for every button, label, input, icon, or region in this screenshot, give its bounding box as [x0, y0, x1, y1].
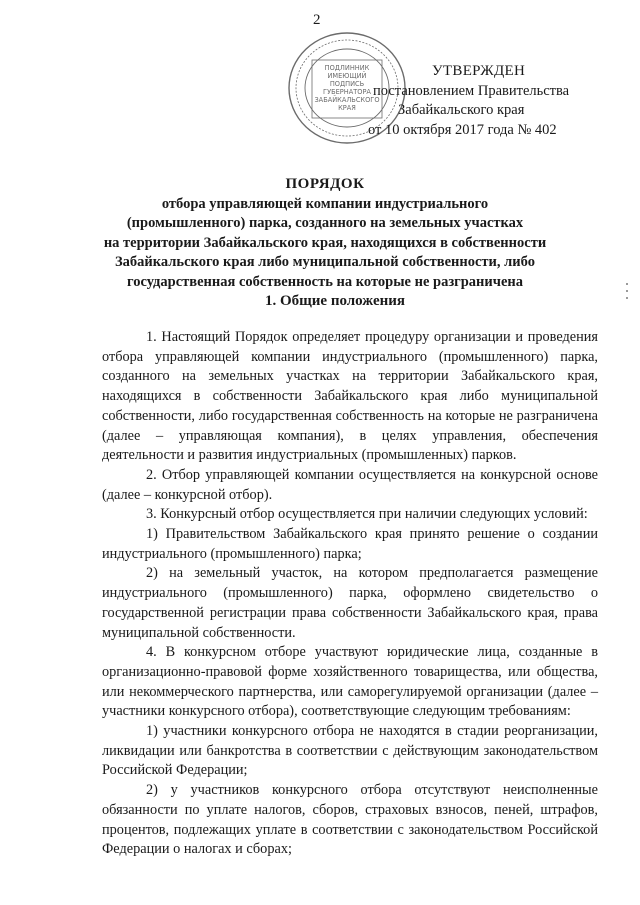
- paragraph-3: 3. Конкурсный отбор осуществляется при наличии следующих условий:: [146, 506, 588, 523]
- section-title: 1. Общие положения: [264, 293, 406, 309]
- scan-mark: [626, 297, 628, 299]
- approval-title: УТВЕРЖДЕН: [432, 63, 526, 79]
- stamp-line-4: ГУБЕРНАТОРА: [323, 88, 371, 96]
- heading-line-4: Забайкальского края либо муниципальной собственности, либо: [115, 254, 535, 270]
- heading-line-3: на территории Забайкальского края, находящихся в собственности: [103, 234, 547, 251]
- document-heading: [80, 175, 570, 292]
- paragraph-1: 1. Настоящий Порядок определяет процедуру организации и проведения отбора управляющей компании индустриального (промышленного) парка, созданного на земельных участках на территории Забайкальского края, находящихся в собственности Забайкальского края либо муниципальной собственности, либо государственная собственность на которые не разграничена (далее – управляющая компания), в целях управления, обеспечения деятельности и развития индустриальных (промышленных) парков.: [102, 329, 598, 464]
- heading-line-2: (промышленного) парка, созданного на земельных участках: [126, 215, 524, 231]
- stamp-line-1: ПОДЛИННИК: [324, 64, 370, 72]
- stamp-line-6: КРАЯ: [338, 104, 356, 112]
- paragraph-4-item-1: 1) участники конкурсного отбора не находятся в стадии реорганизации, ликвидации или банкротства в соответствии с действующим законодательством Российской Федерации;: [102, 723, 598, 779]
- document-title: ПОРЯДОК: [285, 176, 365, 192]
- stamp-line-3: ПОДПИСЬ: [329, 80, 365, 88]
- approval-block: [360, 62, 590, 140]
- heading-line-5: государственная собственность на которые не разграничена: [127, 273, 523, 290]
- approval-line-date: от 10 октября 2017 года № 402: [368, 121, 557, 138]
- paragraph-4: 4. В конкурсном отборе участвуют юридические лица, созданные в организационно-правовой форме хозяйственного товарищества, или общества, или некоммерческого партнерства, или саморегулируемой организации (далее – участники конкурсного отбора), соответствующие следующим требованиям:: [102, 644, 598, 720]
- scan-mark: [626, 283, 628, 285]
- margin-scan-marks: [622, 278, 632, 304]
- page-number: 2: [313, 12, 321, 28]
- document-body: [102, 328, 598, 860]
- paragraph-3-item-1: 1) Правительством Забайкальского края принято решение о создании индустриального (промышленного) парка;: [102, 526, 598, 562]
- paragraph-2: 2. Отбор управляющей компании осуществляется на конкурсной основе (далее – конкурсной отбор).: [102, 466, 598, 503]
- paragraph-3-item-2: 2) на земельный участок, на котором предполагается размещение индустриального (промышленного) парка, оформлено свидетельство о государственной регистрации права собственности Забайкальского края, права муниципальной собственности.: [102, 565, 598, 641]
- stamp-line-2: ИМЕЮЩИЙ: [327, 72, 367, 80]
- stamp-line-5: ЗАБАЙКАЛЬСКОГО: [314, 96, 380, 104]
- heading-line-1: отбора управляющей компании индустриального: [161, 195, 489, 212]
- paragraph-4-item-2: 2) у участников конкурсного отбора отсутствуют неисполненные обязанности по уплате налогов, сборов, страховых взносов, пеней, штрафов, процентов, подлежащих уплате в соответствии с законодательством Российской Федерации о налогах и сборах;: [102, 782, 598, 858]
- approval-line-region: Забайкальского края: [398, 102, 525, 118]
- approval-line-resolution: постановлением Правительства: [373, 82, 570, 99]
- scan-mark: [626, 290, 628, 292]
